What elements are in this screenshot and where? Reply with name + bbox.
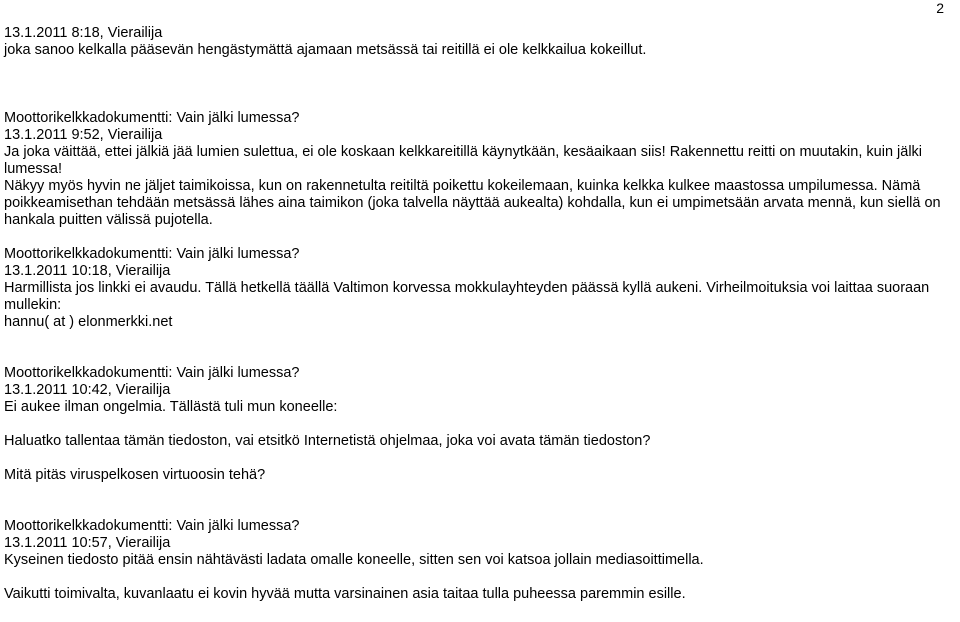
post-topic: Moottorikelkkadokumentti: Vain jälki lumessa? — [4, 365, 300, 381]
post-text: joka sanoo kelkalla pääsevän hengästymättä ajamaan metsässä tai reitillä ei ole kelkkailua kokeillut. — [4, 42, 647, 58]
post-text: Kyseinen tiedosto pitää ensin nähtävästi ladata omalle koneelle, sitten sen voi katsoa jollain mediasoittimella. — [4, 552, 704, 568]
post-topic: Moottorikelkkadokumentti: Vain jälki lumessa? — [4, 246, 300, 262]
post-text: hannu( at ) elonmerkki.net — [4, 314, 173, 330]
post-text: Haluatko tallentaa tämän tiedoston, vai etsitkö Internetistä ohjelmaa, joka voi avata tämän tiedoston? — [4, 433, 651, 449]
post-text: Mitä pitäs viruspelkosen virtuoosin tehä? — [4, 467, 266, 483]
post-topic: Moottorikelkkadokumentti: Vain jälki lumessa? — [4, 518, 300, 534]
post-topic: Moottorikelkkadokumentti: Vain jälki lumessa? — [4, 110, 300, 126]
post-header: 13.1.2011 9:52, Vierailija — [4, 127, 163, 143]
post-text: lumessa! — [4, 161, 63, 177]
post-text: Näkyy myös hyvin ne jäljet taimikoissa, kun on rakennetulta reitiltä poikettu kokeilemaan, kuinka kelkka kulkee maastossa umpilumessa. Nämä — [4, 178, 921, 194]
post-text: Ja joka väittää, ettei jälkiä jää lumien sulettua, ei ole koskaan kelkkareitillä käynytkään, kesäaikaan siis! Rakennettu reitti on muutakin, kuin jälki — [4, 144, 923, 160]
post-text: Harmillista jos linkki ei avaudu. Tällä hetkellä täällä Valtimon korvessa mokkulayhteyden päässä kyllä aukeni. Virheilmoituksia voi laittaa suoraan — [4, 280, 930, 296]
post-text: Vaikutti toimivalta, kuvanlaatu ei kovin hyvää mutta varsinainen asia taitaa tulla puheessa paremmin esille. — [4, 586, 686, 602]
post-text: Ei aukee ilman ongelmia. Tällästä tuli mun koneelle: — [4, 399, 338, 415]
page-number: 2 — [936, 0, 944, 16]
post-text: mullekin: — [4, 297, 62, 313]
post-text: poikkeamisethan tehdään metsässä lähes aina taimikon (joka talvella näyttää aukealta) kohdalla, kun ei umpimetsään arvata mennä, kun siellä on — [4, 195, 941, 211]
post-header: 13.1.2011 8:18, Vierailija — [4, 25, 163, 41]
post-text: hankala puitten välissä pujotella. — [4, 212, 213, 228]
post-header: 13.1.2011 10:57, Vierailija — [4, 535, 171, 551]
post-header: 13.1.2011 10:42, Vierailija — [4, 382, 171, 398]
post-header: 13.1.2011 10:18, Vierailija — [4, 263, 171, 279]
